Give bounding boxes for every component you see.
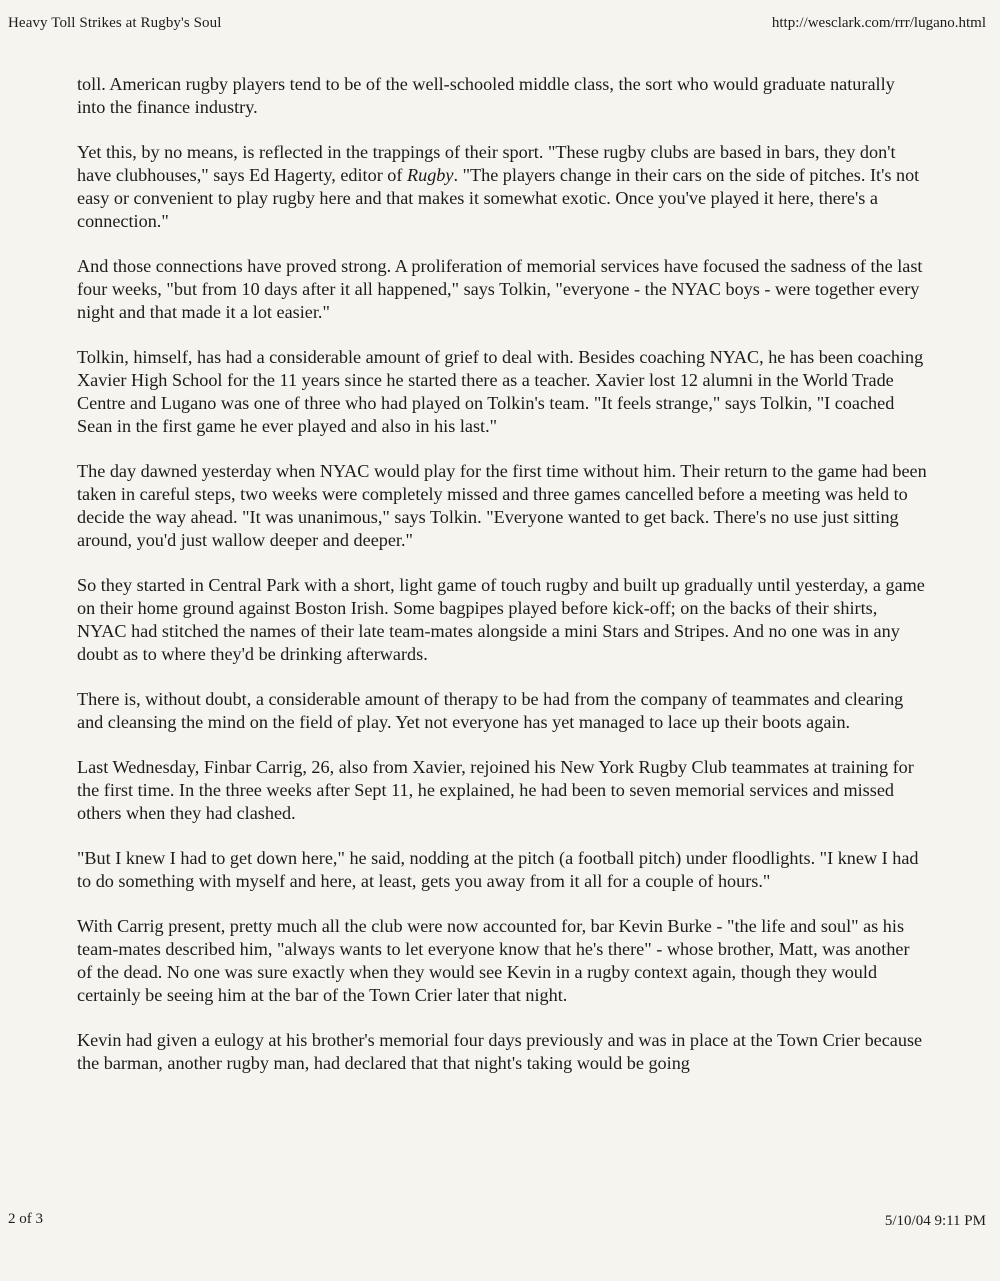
article-body [77,73,927,1097]
paragraph-2-text-start: Yet this, by no means, is reflected in the trappings of their sport. "These rugby clubs are based in bars, they don't have clubhouses," says Ed Hagerty, editor of [77,142,896,185]
page-header-title: Heavy Toll Strikes at Rugby's Soul [8,15,222,31]
article-paragraph-8: Last Wednesday, Finbar Carrig, 26, also from Xavier, rejoined his New York Rugby Club teammates at training for the first time. In the three weeks after Sept 11, he explained, he had been to seven memorial services and missed others when they had clashed. [77,757,914,823]
publication-name: Rugby [407,165,454,185]
article-paragraph-9: "But I knew I had to get down here," he said, nodding at the pitch (a football pitch) under floodlights. "I knew I had to do something with myself and here, at least, gets you away from it all for a couple of hours." [77,848,919,891]
article-paragraph-6: So they started in Central Park with a short, light game of touch rugby and built up gradually until yesterday, a game on their home ground against Boston Irish. Some bagpipes played before kick-off; on the backs of their shirts, NYAC had stitched the names of their late team-mates alongside a mini Stars and Stripes. And no one was in any doubt as to where they'd be drinking afterwards. [77,575,925,664]
article-paragraph-4: Tolkin, himself, has had a considerable amount of grief to deal with. Besides coaching NYAC, he has been coaching Xavier High School for the 11 years since he started there as a teacher. Xavier lost 12 alumni in the World Trade Centre and Lugano was one of three who had played on Tolkin's team. "It feels strange," says Tolkin, "I coached Sean in the first game he ever played and also in his last." [77,347,924,436]
page-number: 2 of 3 [8,1211,43,1227]
article-paragraph-3: And those connections have proved strong. A proliferation of memorial services have focused the sadness of the last four weeks, "but from 10 days after it all happened," says Tolkin, "everyone - the NYAC boys - were together every night and that made it a lot easier." [77,256,923,322]
article-paragraph-5: The day dawned yesterday when NYAC would play for the first time without him. Their return to the game had been taken in careful steps, two weeks were completely missed and three games cancelled before a meeting was held to decide the way ahead. "It was unanimous," says Tolkin. "Everyone wanted to get back. There's no use just sitting around, you'd just wallow deeper and deeper." [77,461,927,550]
article-paragraph-11: Kevin had given a eulogy at his brother's memorial four days previously and was in place at the Town Crier because the barman, another rugby man, had declared that that night's taking would be going [77,1030,923,1073]
article-paragraph-10: With Carrig present, pretty much all the club were now accounted for, bar Kevin Burke - "the life and soul" as his team-mates described him, "always wants to let everyone know that he's there" - whose brother, Matt, was another of the dead. No one was sure exactly when they would see Kevin in a rugby context again, though they would certainly be seeing him at the bar of the Town Crier later that night. [77,916,910,1005]
print-timestamp: 5/10/04 9:11 PM [884,1213,986,1229]
paragraph-2-text-end: . "The players change in their cars on the side of pitches. It's not easy or convenient to play rugby here and that makes it somewhat exotic. Once you've played it here, there's a connection." [77,165,920,231]
page-header-url: http://wesclark.com/rrr/lugano.html [771,15,986,31]
article-paragraph-1: toll. American rugby players tend to be of the well-schooled middle class, the sort who would graduate naturally into the finance industry. [77,74,895,117]
article-paragraph-2 [77,141,927,233]
article-paragraph-7: There is, without doubt, a considerable amount of therapy to be had from the company of teammates and clearing and cleansing the mind on the field of play. Yet not everyone has yet managed to lace up their boots again. [77,689,904,732]
